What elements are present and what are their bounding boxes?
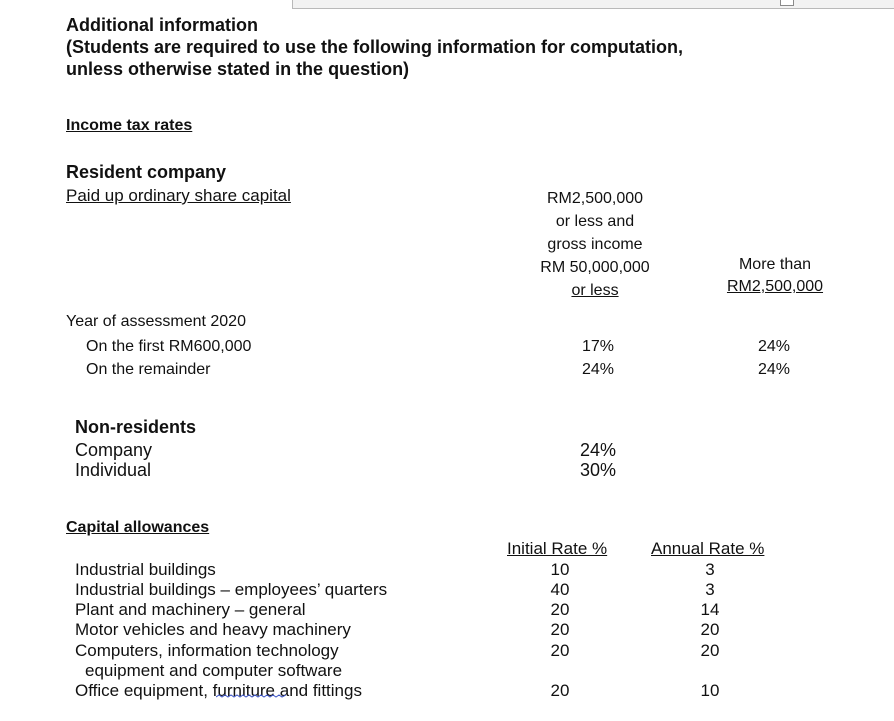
non-resident-label: Individual <box>75 460 152 480</box>
ca-annual-rate: 14 <box>700 600 720 619</box>
tax-row-large-rate: 24% <box>757 361 791 378</box>
ca-row-label: Office equipment, furniture and fittings <box>75 681 362 700</box>
non-resident-rate: 24% <box>579 440 617 460</box>
additional-info-note-line2: unless otherwise stated in the question) <box>66 59 410 79</box>
ca-initial-rate: 20 <box>550 600 570 619</box>
column-header-large-line: RM2,500,000 <box>726 278 824 295</box>
ca-row-label: Industrial buildings <box>75 560 216 579</box>
column-header-large-company <box>700 254 850 298</box>
year-of-assessment-label: Year of assessment 2020 <box>66 313 246 330</box>
tax-row-small-rate: 24% <box>581 361 615 378</box>
non-resident-rate: 30% <box>579 460 617 480</box>
ca-annual-rate: 20 <box>700 620 720 639</box>
tax-row-label: On the first RM600,000 <box>86 338 252 355</box>
ca-initial-rate: 20 <box>550 641 570 660</box>
tax-row-label: On the remainder <box>86 361 211 378</box>
initial-rate-header: Initial Rate % <box>507 539 608 558</box>
ca-annual-rate: 10 <box>700 681 720 700</box>
ca-row-label-continued: equipment and computer software <box>85 661 343 680</box>
ca-initial-rate: 10 <box>550 560 570 579</box>
column-header-large-line: More than <box>738 256 812 273</box>
additional-info-title: Additional information <box>66 15 258 35</box>
tax-row-small-rate: 17% <box>581 338 615 355</box>
column-header-small-line: RM 50,000,000 <box>540 259 650 276</box>
additional-info-note-line1: (Students are required to use the following information for computation, <box>66 37 684 57</box>
resident-company-heading: Resident company <box>66 162 227 182</box>
column-header-small-line: or less <box>571 282 619 299</box>
ca-annual-rate: 3 <box>705 560 715 579</box>
capital-allowances-heading: Capital allowances <box>66 519 210 536</box>
non-residents-heading: Non-residents <box>75 417 197 437</box>
ca-row-label: Plant and machinery – general <box>75 600 306 619</box>
spellcheck-underline <box>216 694 286 698</box>
ca-annual-rate: 3 <box>705 580 715 599</box>
annual-rate-header: Annual Rate % <box>651 539 765 558</box>
column-header-small-line: RM2,500,000 <box>546 190 644 207</box>
ca-initial-rate: 40 <box>550 580 570 599</box>
top-toolbar-strip <box>292 0 894 9</box>
ca-annual-rate: 20 <box>700 641 720 660</box>
column-header-small-company <box>520 187 670 302</box>
column-header-small-line: or less and <box>555 213 635 230</box>
ca-row-label: Industrial buildings – employees’ quarters <box>75 580 388 599</box>
non-resident-label: Company <box>75 440 153 460</box>
ca-row-label: Computers, information technology <box>75 641 339 660</box>
income-tax-rates-heading: Income tax rates <box>66 117 193 134</box>
ca-initial-rate: 20 <box>550 681 570 700</box>
share-capital-label: Paid up ordinary share capital <box>66 186 291 205</box>
ca-initial-rate: 20 <box>550 620 570 639</box>
tax-row-large-rate: 24% <box>757 338 791 355</box>
ca-row-label: Motor vehicles and heavy machinery <box>75 620 351 639</box>
toolbar-handle[interactable] <box>780 0 794 6</box>
column-header-small-line: gross income <box>547 236 643 253</box>
